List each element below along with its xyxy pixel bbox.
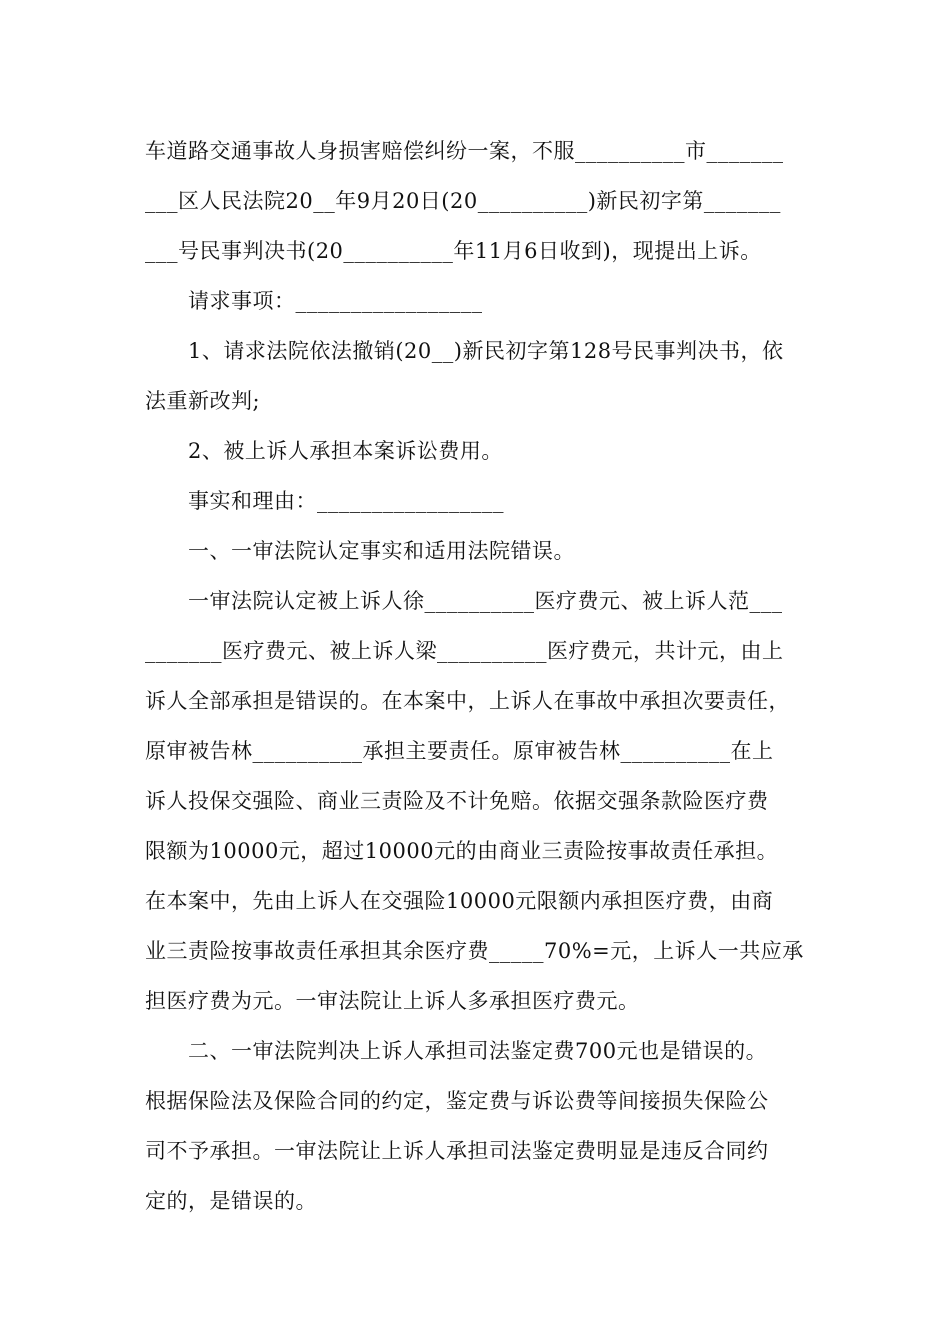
paragraph2-line-3: 定的，是错误的。 [145, 1189, 317, 1213]
request-item-1-cont: 法重新改判; [145, 389, 261, 413]
paragraph-line-7: 在本案中，先由上诉人在交强险10000元限额内承担医疗费，由商 [145, 889, 774, 913]
text-line-1: 车道路交通事故人身损害赔偿纠纷一案，不服__________市_______ [145, 139, 784, 163]
facts-heading: 事实和理由：_________________ [188, 489, 504, 513]
request-item-1: 1、请求法院依法撤销(20__)新民初字第128号民事判决书，依 [188, 339, 784, 363]
request-item-2: 2、被上诉人承担本案诉讼费用。 [188, 439, 503, 463]
paragraph-line-1: 一审法院认定被上诉人徐__________医疗费元、被上诉人范___ [188, 589, 783, 613]
paragraph-line-2: _______医疗费元、被上诉人梁__________医疗费元，共计元，由上 [145, 639, 784, 663]
paragraph-line-4: 原审被告林__________承担主要责任。原审被告林__________在上 [145, 739, 774, 763]
section-two-title: 二、一审法院判决上诉人承担司法鉴定费700元也是错误的。 [188, 1039, 768, 1063]
paragraph-line-6: 限额为10000元，超过10000元的由商业三责险按事故责任承担。 [145, 839, 779, 863]
paragraph-line-9: 担医疗费为元。一审法院让上诉人多承担医疗费元。 [145, 989, 640, 1013]
paragraph-line-8: 业三责险按事故责任承担其余医疗费_____70%=元，上诉人一共应承 [145, 939, 804, 963]
paragraph-line-3: 诉人全部承担是错误的。在本案中，上诉人在事故中承担次要责任， [145, 689, 790, 713]
text-line-2: ___区人民法院20__年9月20日(20__________)新民初字第_______ [145, 189, 781, 213]
section-one-title: 一、一审法院认定事实和适用法院错误。 [188, 539, 575, 563]
paragraph-line-5: 诉人投保交强险、商业三责险及不计免赔。依据交强条款险医疗费 [145, 789, 769, 813]
paragraph2-line-2: 司不予承担。一审法院让上诉人承担司法鉴定费明显是违反合同约 [145, 1139, 769, 1163]
text-line-3: ___号民事判决书(20__________年11月6日收到)，现提出上诉。 [145, 239, 762, 263]
request-heading: 请求事项：_________________ [188, 289, 483, 313]
paragraph2-line-1: 根据保险法及保险合同的约定，鉴定费与诉讼费等间接损失保险公 [145, 1089, 769, 1113]
